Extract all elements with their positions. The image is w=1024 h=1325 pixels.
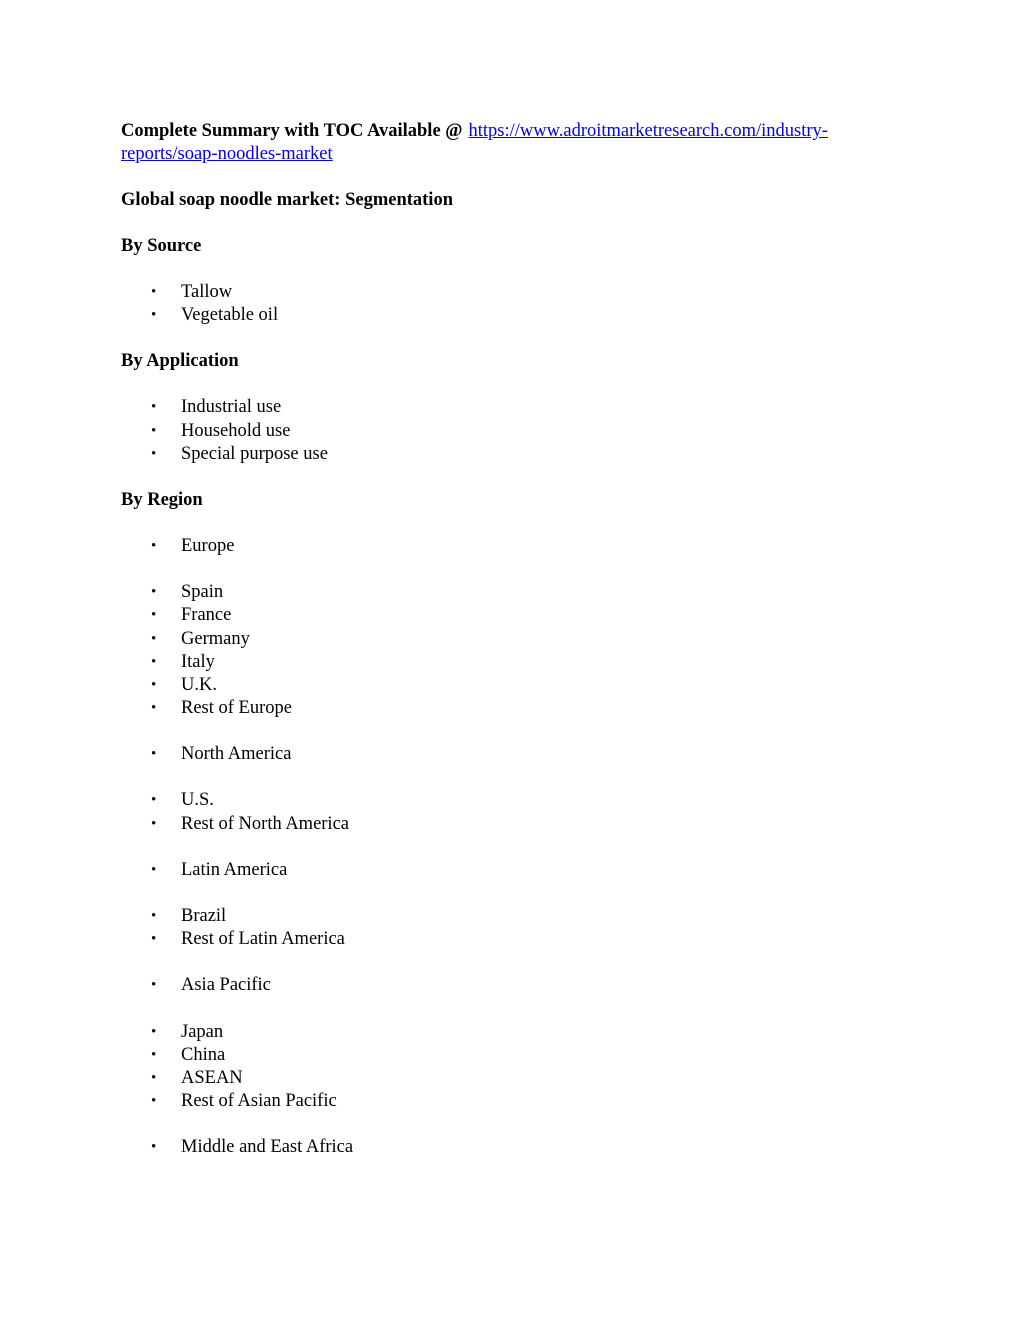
region-europe-countries	[121, 581, 911, 720]
list-item	[121, 743, 911, 766]
bullet-icon: •	[151, 607, 157, 624]
list-item-label: Rest of Latin America	[181, 929, 345, 950]
bullet-icon: •	[151, 908, 157, 924]
list-item-label: U.S.	[181, 790, 214, 811]
region-asia-pacific	[121, 974, 911, 997]
list-item	[121, 697, 911, 720]
list-item	[121, 1136, 911, 1159]
list-item-label: Japan	[181, 1021, 224, 1042]
list-item	[121, 604, 911, 627]
bullet-icon: •	[151, 1139, 157, 1156]
list-item-label: Italy	[181, 651, 215, 672]
bullet-icon: •	[151, 584, 157, 601]
list-item	[121, 928, 911, 951]
list-item-label: Spain	[181, 582, 224, 603]
list-item-label: Industrial use	[181, 397, 282, 418]
region-middle-east-africa	[121, 1136, 911, 1159]
segmentation-title: Global soap noodle market: Segmentation	[121, 190, 453, 210]
list-item	[121, 859, 911, 882]
list-item	[121, 535, 911, 558]
list-item	[121, 974, 911, 997]
list-item	[121, 443, 911, 466]
report-link-line1: https://www.adroitmarketresearch.com/industry-	[468, 121, 828, 141]
list-item	[121, 789, 911, 812]
bullet-icon: •	[151, 861, 157, 878]
bullet-icon: •	[151, 977, 157, 994]
bullet-icon: •	[151, 307, 157, 324]
list-item-label: Germany	[181, 628, 250, 649]
bullet-icon: •	[151, 700, 157, 717]
bullet-icon: •	[151, 676, 157, 693]
list-item	[121, 1044, 911, 1067]
list-item-label: Middle and East Africa	[181, 1137, 354, 1158]
bullet-icon: •	[151, 445, 157, 462]
bullet-icon: •	[151, 1023, 157, 1040]
list-item	[121, 1090, 911, 1113]
bullet-icon: •	[151, 746, 157, 763]
list-item-label: Rest of Europe	[181, 698, 292, 719]
bullet-icon: •	[151, 792, 157, 809]
list-item	[121, 304, 911, 327]
bullet-icon: •	[151, 284, 157, 300]
list-item-label: France	[181, 605, 232, 626]
list-item	[121, 420, 911, 443]
list-item-label: Brazil	[181, 906, 227, 926]
bullet-icon: •	[151, 422, 157, 439]
region-north-america	[121, 743, 911, 766]
region-latin-america	[121, 859, 911, 882]
document-page	[121, 120, 911, 1160]
list-item	[121, 396, 911, 419]
list-item-label: China	[181, 1044, 226, 1065]
region-latin-america-countries	[121, 905, 911, 951]
bullet-icon: •	[151, 653, 157, 670]
list-item-label: Latin America	[181, 859, 288, 880]
list-item	[121, 674, 911, 697]
by-source-heading: By Source	[121, 236, 202, 256]
summary-paragraph	[121, 120, 911, 166]
by-region-heading: By Region	[121, 489, 203, 510]
list-item-label: Asia Pacific	[181, 975, 271, 996]
source-list	[121, 281, 911, 327]
list-item	[121, 628, 911, 651]
list-item	[121, 1021, 911, 1044]
list-item	[121, 581, 911, 604]
list-item-label: Rest of North America	[181, 813, 349, 834]
list-item-label: U.K.	[181, 674, 217, 695]
application-list	[121, 396, 911, 466]
list-item	[121, 905, 911, 928]
bullet-icon: •	[151, 931, 157, 948]
list-item-label: Tallow	[181, 282, 233, 302]
bullet-icon: •	[151, 1069, 157, 1086]
bullet-icon: •	[151, 630, 157, 647]
region-asia-pacific-countries	[121, 1021, 911, 1114]
by-application-heading: By Application	[121, 351, 239, 372]
region-north-america-countries	[121, 789, 911, 835]
bullet-icon: •	[151, 1046, 157, 1063]
list-item	[121, 813, 911, 836]
list-item-label: North America	[181, 744, 292, 765]
report-link-line2: reports/soap-noodles-market	[121, 144, 333, 164]
list-item-label: Special purpose use	[181, 443, 328, 464]
bullet-icon: •	[151, 815, 157, 832]
list-item-label: ASEAN	[181, 1067, 243, 1088]
list-item	[121, 651, 911, 674]
summary-lead: Complete Summary with TOC Available @	[121, 121, 463, 141]
region-europe	[121, 535, 911, 558]
bullet-icon: •	[151, 399, 157, 416]
list-item-label: Europe	[181, 535, 235, 556]
list-item-label: Vegetable oil	[181, 305, 279, 326]
list-item-label: Rest of Asian Pacific	[181, 1091, 337, 1112]
list-item	[121, 1067, 911, 1090]
list-item-label: Household use	[181, 420, 291, 441]
bullet-icon: •	[151, 1093, 157, 1110]
bullet-icon: •	[151, 537, 157, 554]
list-item	[121, 281, 911, 304]
